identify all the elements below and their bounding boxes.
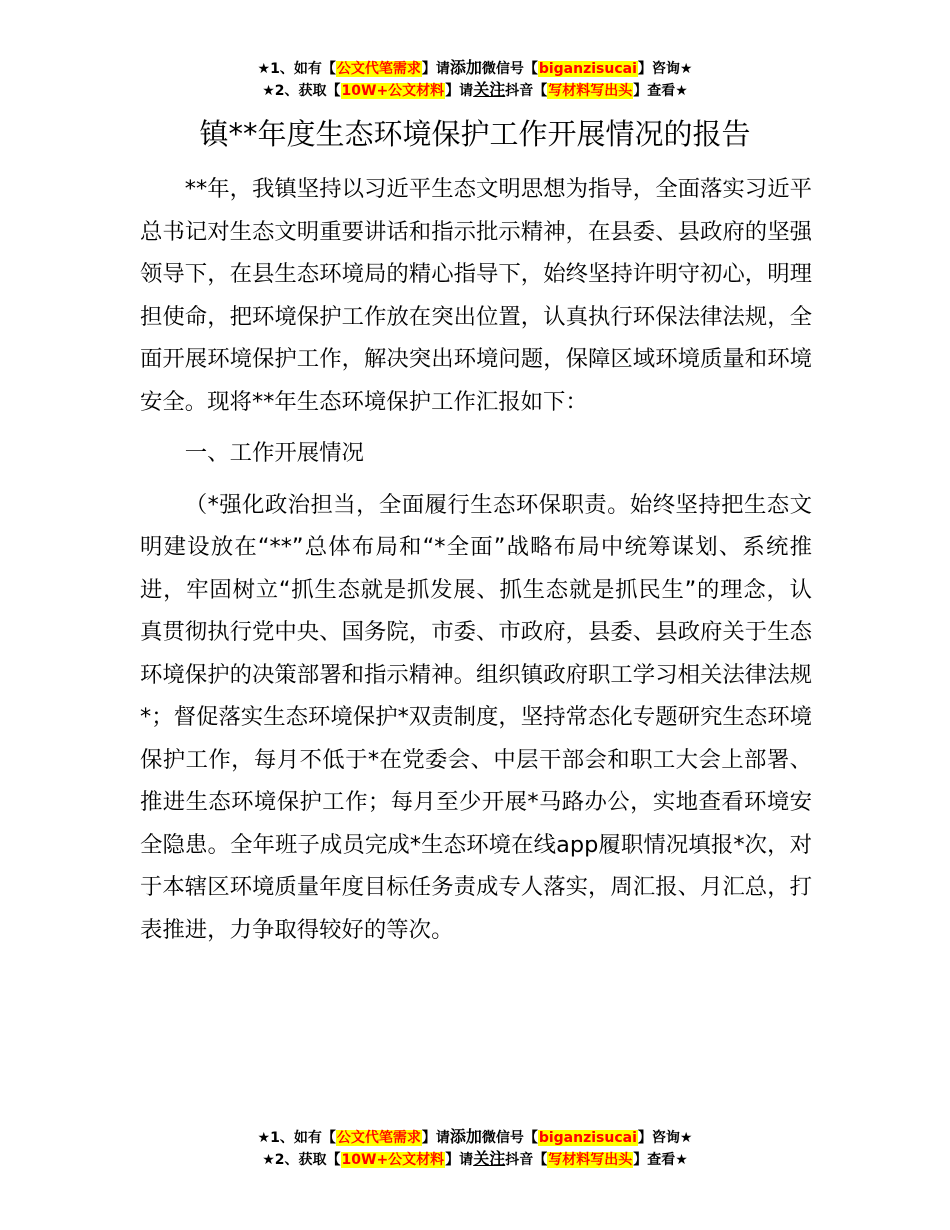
banner-emphasis: 添加 bbox=[449, 58, 482, 77]
banner-highlight: 10W+公文材料 bbox=[341, 1152, 445, 1168]
banner-text: 抖音【 bbox=[505, 1152, 548, 1168]
banner-highlight: 写材料写出头 bbox=[548, 83, 633, 99]
banner-line-2 bbox=[0, 79, 950, 101]
banner-highlight: biganzisucai bbox=[538, 1130, 637, 1146]
banner-text: 】请 bbox=[421, 1130, 450, 1146]
banner-text: ★1、如有【 bbox=[257, 1130, 336, 1146]
banner-text: 】查看★ bbox=[633, 83, 688, 99]
banner-text: ★2、获取【 bbox=[262, 83, 341, 99]
banner-highlight: biganzisucai bbox=[538, 61, 637, 77]
banner-emphasis: 关注 bbox=[473, 1149, 506, 1168]
banner-text: ★2、获取【 bbox=[262, 1152, 341, 1168]
banner-line-2 bbox=[0, 1148, 950, 1170]
document-title: 镇**年度生态环境保护工作开展情况的报告 bbox=[199, 117, 751, 151]
banner-emphasis: 添加 bbox=[449, 1127, 482, 1146]
banner-line-1 bbox=[0, 57, 950, 79]
banner-line-1 bbox=[0, 1126, 950, 1148]
section-heading: 一、工作开展情况 bbox=[184, 440, 364, 466]
banner-text: 】咨询★ bbox=[637, 61, 693, 77]
banner-text: 微信号【 bbox=[481, 1130, 538, 1146]
header-banner bbox=[0, 57, 950, 101]
banner-highlight: 公文代笔需求 bbox=[336, 61, 421, 77]
banner-text: ★1、如有【 bbox=[257, 61, 336, 77]
banner-highlight: 10W+公文材料 bbox=[341, 83, 445, 99]
banner-highlight: 写材料写出头 bbox=[548, 1152, 633, 1168]
banner-text: 微信号【 bbox=[481, 61, 538, 77]
banner-text: 】请 bbox=[445, 1152, 474, 1168]
intro-paragraph: **年，我镇坚持以习近平生态文明思想为指导，全面落实习近平总书记对生态文明重要讲话和指示批示精神，在县委、县政府的坚强领导下，在县生态环境局的精心指导下，始终坚持许明守初心，明理担使命，把环境保护工作放在突出位置，认真执行环保法律法规，全面开展环境保护工作，解决突出环境问题，保障区域环境质量和环境安全。现将**年生态环境保护工作汇报如下： bbox=[140, 176, 812, 415]
banner-emphasis: 关注 bbox=[473, 80, 506, 99]
footer-banner bbox=[0, 1126, 950, 1170]
banner-text: 】请 bbox=[421, 61, 450, 77]
banner-text: 】咨询★ bbox=[637, 1130, 693, 1146]
banner-text: 】请 bbox=[445, 83, 474, 99]
body-paragraph: （*强化政治担当，全面履行生态环保职责。始终坚持把生态文明建设放在“**”总体布局和“*全面”战略布局中统筹谋划、系统推进，牢固树立“抓生态就是抓发展、抓生态就是抓民生”的理念，认真贯彻执行党中央、国务院，市委、市政府，县委、县政府关于生态环境保护的决策部署和指示精神。组织镇政府职工学习相关法律法规*；督促落实生态环境保护*双责制度，坚持常态化专题研究生态环境保护工作，每月不低于*在党委会、中层干部会和职工大会上部署、推进生态环境保护工作；每月至少开展*马路办公，实地查看环境安全隐患。全年班子成员完成*生态环境在线app履职情况填报*次，对于本辖区环境质量年度目标任务责成专人落实，周汇报、月汇总，打表推进，力争取得较好的等次。 bbox=[140, 491, 812, 943]
banner-text: 抖音【 bbox=[505, 83, 548, 99]
banner-highlight: 公文代笔需求 bbox=[336, 1130, 421, 1146]
document-body bbox=[140, 168, 812, 951]
banner-text: 】查看★ bbox=[633, 1152, 688, 1168]
